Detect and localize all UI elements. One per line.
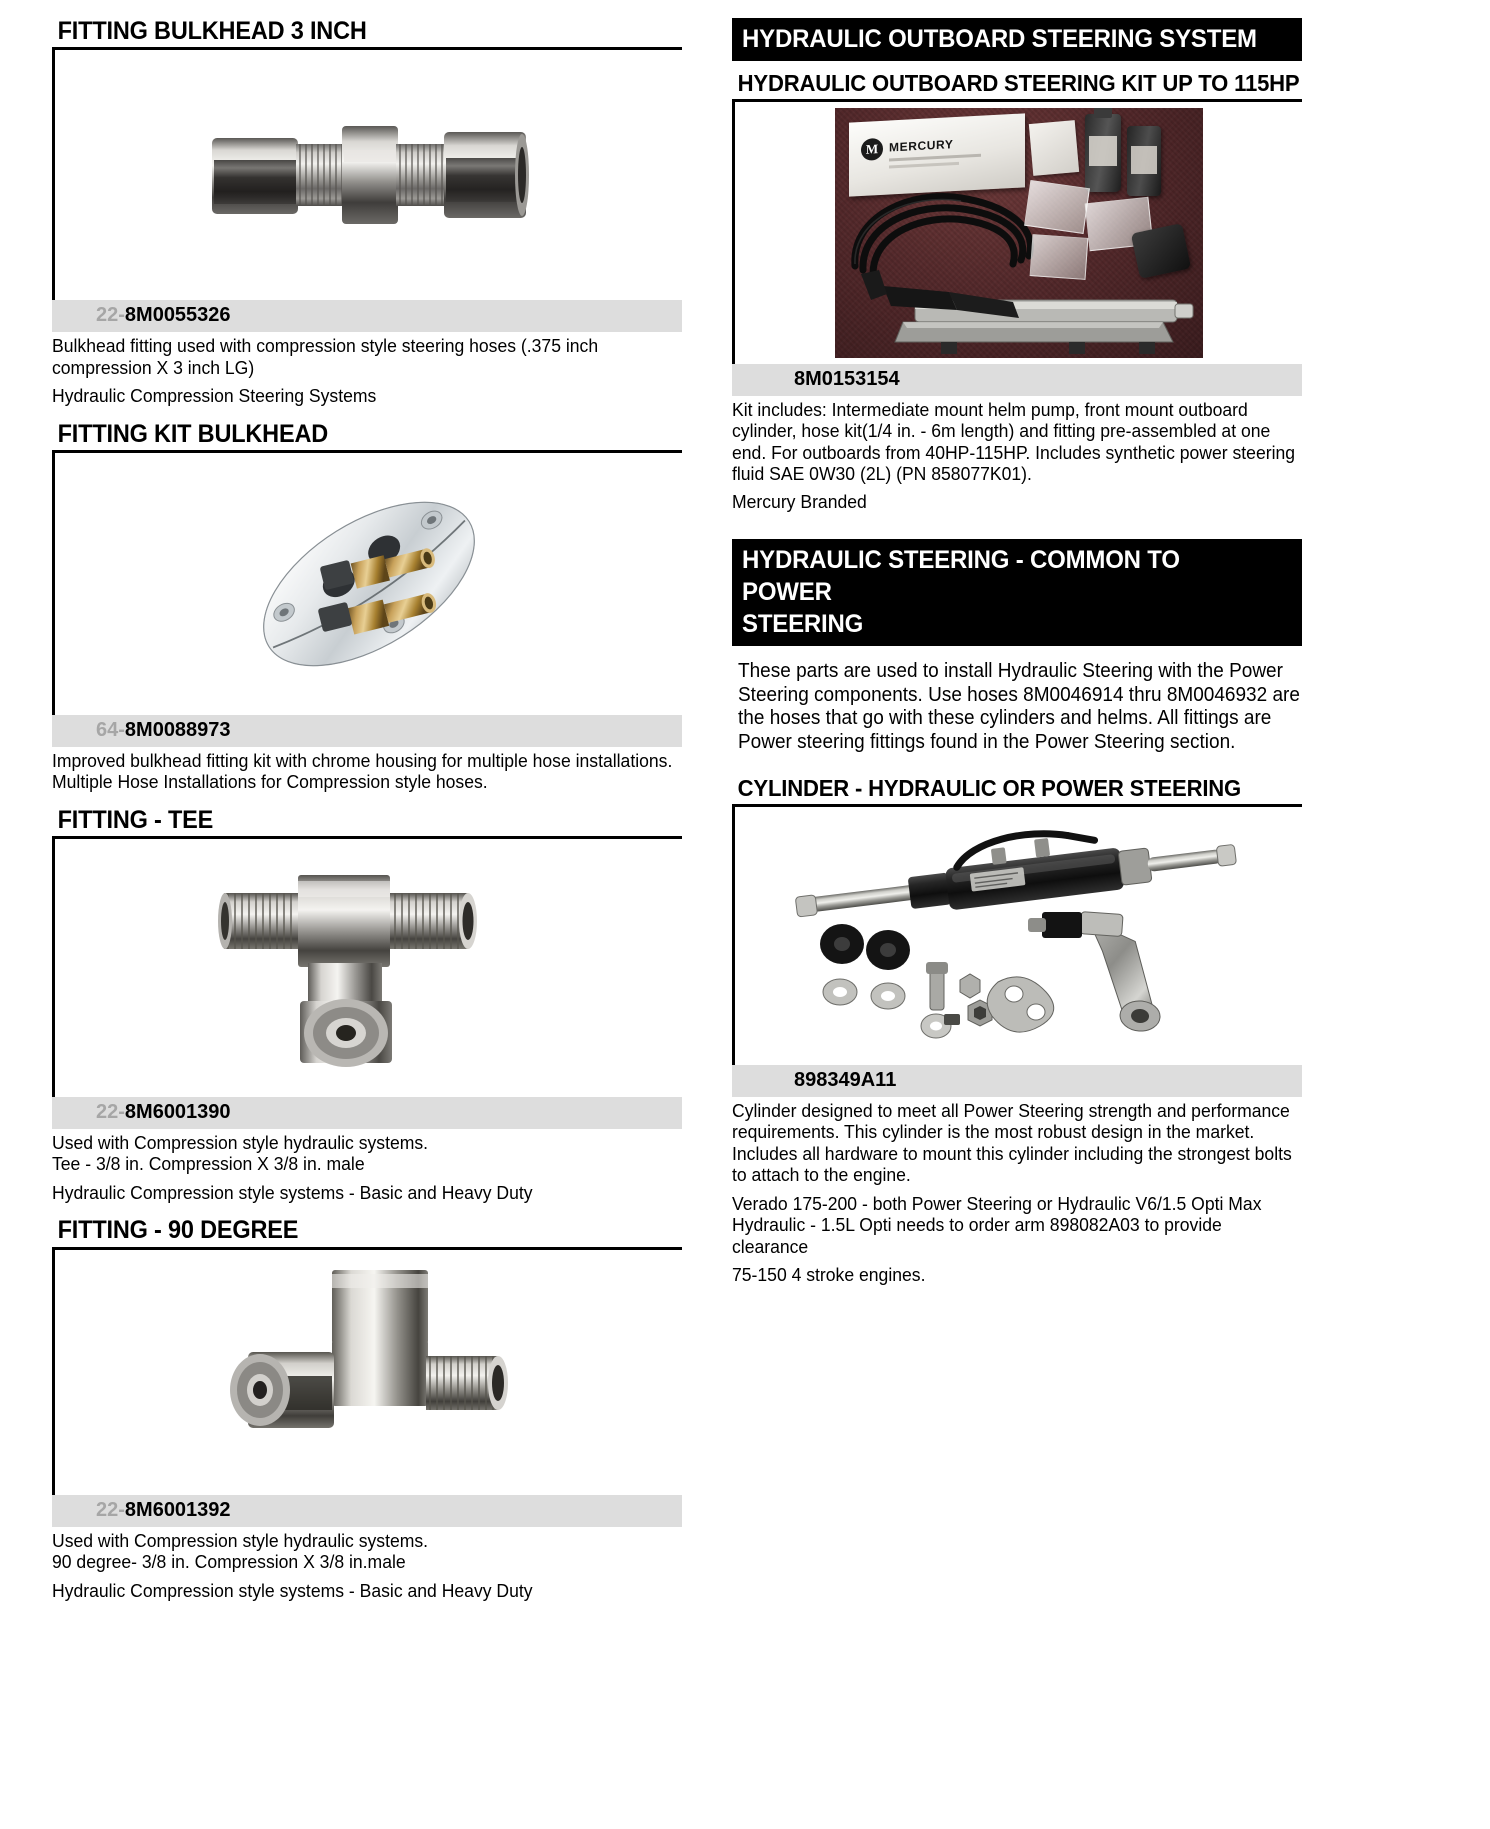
part-number: 8M6001392	[124, 1498, 231, 1521]
power-steering-cylinder-photo	[735, 807, 1302, 1065]
description-line: 75-150 4 stroke engines.	[732, 1264, 926, 1286]
product-description	[732, 1100, 1301, 1286]
description-line: Cylinder designed to meet all Power Steering strength and performance requirements. This cylinder is the most robust design in the market. Includes all hardware to mount this cylinder including the strongest bolts to attach to the engine.	[732, 1099, 1292, 1186]
part-number-bar	[732, 364, 1302, 396]
product-description	[732, 399, 1301, 513]
banner-text-line-2: STEERING	[742, 609, 864, 638]
product-description	[52, 1530, 680, 1601]
description-line: Mercury Branded	[732, 491, 867, 513]
description-line: Improved bulkhead fitting kit with chrome housing for multiple hose installations.	[52, 749, 673, 771]
description-line: Hydraulic Compression Steering Systems	[52, 385, 377, 407]
bulkhead-fitting-3-inch-illustration	[204, 80, 534, 270]
section-heading: FITTING - TEE	[57, 805, 214, 834]
intro-text: These parts are used to install Hydraulic Steering with the Power Steering components. Use hoses 8M0046914 thru 8M0046932 are the hoses that go with these cylinders and helms. All fittings are Power steering fittings found in the Power Steering section.	[738, 659, 1300, 753]
part-number-prefix: 22-	[96, 304, 125, 327]
product-block-fitting-kit-bulkhead	[52, 421, 682, 793]
description-line: Tee - 3/8 in. Compression X 3/8 in. male	[52, 1153, 365, 1175]
description-line: Kit includes: Intermediate mount helm pump, front mount outboard cylinder, hose kit(1/4 in. - 6m length) and fitting pre-assembled at one end. For outboards from 40HP-115HP. Includes synthetic power steering fluid SAE 0W30 (2L) (PN 858077K01).	[732, 398, 1296, 485]
bottle-label	[1131, 146, 1157, 174]
mounting-hardware	[820, 924, 1054, 1038]
part-number-prefix: 64-	[96, 718, 125, 741]
section-heading: HYDRAULIC OUTBOARD STEERING KIT UP TO 115HP	[737, 70, 1300, 96]
power-steering-cylinder-illustration	[784, 816, 1254, 1056]
description-line: Hydraulic Compression style systems - Basic and Heavy Duty	[52, 1579, 533, 1601]
part-number-bar	[52, 1097, 682, 1129]
mercury-hydraulic-steering-kit-photo	[735, 102, 1302, 364]
two-column-layout	[52, 18, 1450, 1615]
product-block-bulkhead-3-inch	[52, 18, 682, 407]
product-block-fitting-tee	[52, 807, 682, 1204]
right-column	[732, 18, 1302, 1300]
part-number-bar	[732, 1065, 1302, 1097]
bulkhead-fitting-kit-chrome-photo	[55, 453, 682, 715]
bottle-cap	[1094, 108, 1112, 118]
section-intro-paragraph	[738, 660, 1307, 754]
part-number-bar	[52, 715, 682, 747]
power-steering-fluid-bottle	[1085, 114, 1121, 192]
product-frame	[52, 836, 682, 1129]
description-line: 90 degree- 3/8 in. Compression X 3/8 in.male	[52, 1551, 406, 1573]
bulkhead-fitting-kit-illustration	[204, 459, 534, 709]
product-description	[52, 335, 680, 406]
product-frame	[732, 99, 1302, 396]
product-block-cylinder	[732, 776, 1302, 1285]
ninety-degree-fitting-photo	[55, 1250, 682, 1495]
banner-text: HYDRAULIC OUTBOARD STEERING SYSTEM	[742, 25, 1257, 53]
description-line: Verado 175-200 - both Power Steering or Hydraulic V6/1.5 Opti Max Hydraulic - 1.5L Opti needs to order arm 898082A03 to provide clearance	[732, 1192, 1262, 1257]
product-frame	[732, 804, 1302, 1097]
ninety-degree-fitting-illustration	[214, 1260, 524, 1485]
box-brand-label: MERCURY	[888, 136, 953, 155]
description-line: Bulkhead fitting used with compression style steering hoses (.375 inch compression X 3 inch LG)	[52, 335, 599, 378]
description-line: Used with Compression style hydraulic systems.	[52, 1529, 429, 1551]
section-heading: CYLINDER - HYDRAULIC OR POWER STEERING	[737, 775, 1242, 802]
part-number: 8M0153154	[794, 367, 900, 390]
power-steering-fluid-bottle	[1127, 126, 1161, 196]
banner-text-line-1: HYDRAULIC STEERING - COMMON TO POWER	[742, 545, 1180, 606]
part-number-bar	[52, 1495, 682, 1527]
box-text-line	[889, 162, 959, 169]
bulkhead-fitting-3-inch-photo	[55, 50, 682, 300]
bottle-label	[1089, 136, 1117, 166]
product-frame	[52, 1247, 682, 1527]
product-frame	[52, 450, 682, 747]
description-line: Multiple Hose Installations for Compression style hoses.	[52, 771, 488, 793]
product-frame	[52, 47, 682, 332]
box-text-line	[889, 153, 981, 161]
part-number-prefix: 22-	[96, 1101, 125, 1124]
section-heading: FITTING KIT BULKHEAD	[57, 419, 329, 448]
section-heading: FITTING - 90 DEGREE	[57, 1216, 299, 1245]
description-line: Hydraulic Compression style systems - Basic and Heavy Duty	[52, 1181, 533, 1203]
part-number: 8M0088973	[124, 718, 231, 741]
steering-cylinder-assembly	[853, 266, 1199, 358]
tee-fitting-photo	[55, 839, 682, 1097]
part-number: 8M0055326	[124, 304, 231, 327]
mercury-logo-icon: M	[861, 138, 883, 161]
section-heading: FITTING BULKHEAD 3 INCH	[57, 17, 367, 45]
parts-bag	[1028, 120, 1078, 176]
hardware-bag	[1024, 180, 1090, 234]
part-number: 898349A11	[794, 1068, 897, 1091]
product-block-fitting-90-degree	[52, 1217, 682, 1601]
banner-hydraulic-outboard-steering-system	[732, 18, 1302, 61]
left-column	[52, 18, 682, 1615]
kit-photo-frame	[835, 108, 1203, 358]
tee-fitting-illustration	[214, 851, 524, 1086]
part-number: 8M6001390	[124, 1101, 231, 1124]
part-number-bar	[52, 300, 682, 332]
description-line: Used with Compression style hydraulic systems.	[52, 1132, 429, 1154]
product-block-steering-kit	[732, 71, 1302, 513]
banner-hydraulic-steering-common-to-power-steering	[732, 539, 1302, 646]
part-number-prefix: 22-	[96, 1498, 125, 1521]
product-description	[52, 1132, 680, 1203]
product-description	[52, 750, 680, 793]
